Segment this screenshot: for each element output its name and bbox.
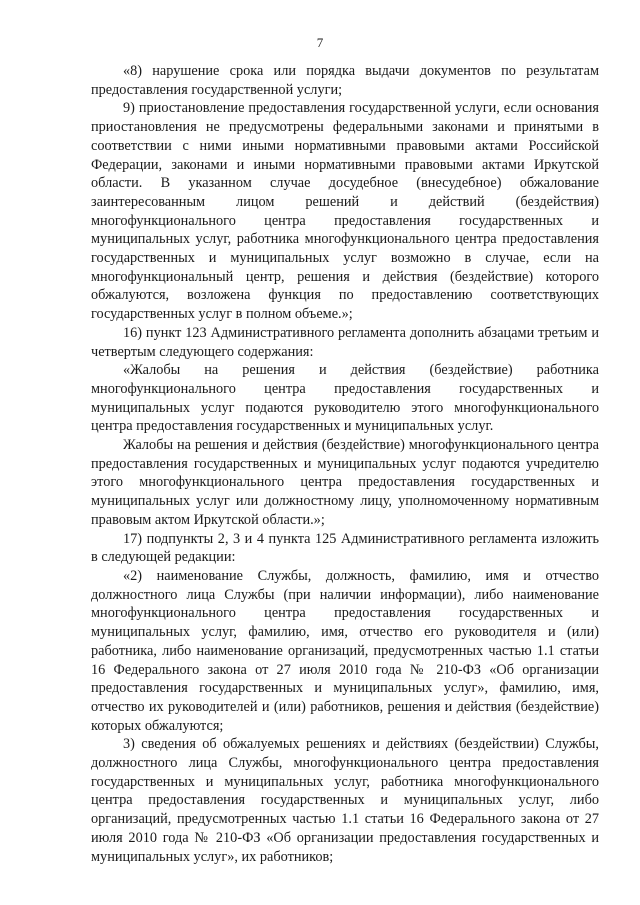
paragraph-subpoint-3: 3) сведения об обжалуемых решениях и действиях (бездействии) Службы, должностного лица Службы, многофункционального центра предоставления государственных и муниципальных услуг, работника многофункционального центра предоставления государственных и муниципальных услуг, либо организаций, предусмотренных частью 1.1 статьи 16 Федерального закона от 27 июля 2010 года № 210-ФЗ «Об организации предоставления государственных и муниципальных услуг», их работников; [91, 736, 599, 865]
page-number: 7 [316, 35, 324, 50]
document-body [91, 62, 599, 866]
paragraph-point-17: 17) подпункты 2, 3 и 4 пункта 125 Административного регламента изложить в следующей редакции: [91, 530, 599, 566]
paragraph-subpoint-2: «2) наименование Службы, должность, фамилию, имя и отчество должностного лица Службы (при наличии информации), либо наименование многофункционального центра предоставления государственных и муниципальных услуг, фамилию, имя, отчество его руководителя и (или) работника, либо наименование организаций, предусмотренных частью 1.1 статьи 16 Федерального закона от 27 июля 2010 года № 210-ФЗ «Об организации предоставления государственных и муниципальных услуг», фамилию, имя, отчество их руководителей и (или) работников, решения и действия (бездействие) которых обжалуются; [91, 567, 599, 734]
paragraph-complaints-center: Жалобы на решения и действия (бездействие) многофункционального центра предоставления государственных и муниципальных услуг подаются учредителю этого многофункционального центра предоставления государственных и муниципальных услуг или должностному лицу, уполномоченному нормативным правовым актом Иркутской области.»; [91, 437, 599, 528]
paragraph-item-9: 9) приостановление предоставления государственной услуги, если основания приостановления не предусмотрены федеральными законами и принятыми в соответствии с ними иными нормативными правовыми актами Российской Федерации, законами и иными нормативными правовыми актами Иркутской области. В указанном случае досудебное (внесудебное) обжалование заинтересованным лицом решений и действий (бездействия) многофункционального центра предоставления государственных и муниципальных услуг, работника многофункционального центра предоставления государственных и муниципальных услуг возможно в случае, если на многофункциональный центр, решения и действия (бездействие) которого обжалуются, возложена функция по предоставлению соответствующих государственных услуг в полном объеме.»; [91, 100, 599, 323]
paragraph-item-8: «8) нарушение срока или порядка выдачи документов по результатам предоставления государственной услуги; [91, 63, 599, 98]
paragraph-point-16: 16) пункт 123 Административного регламента дополнить абзацами третьим и четвертым следующего содержания: [91, 324, 599, 360]
paragraph-complaints-worker: «Жалобы на решения и действия (бездействие) работника многофункционального центра предоставления государственных и муниципальных услуг подаются руководителю этого многофункционального центра предоставления государственных и муниципальных услуг. [91, 362, 599, 435]
